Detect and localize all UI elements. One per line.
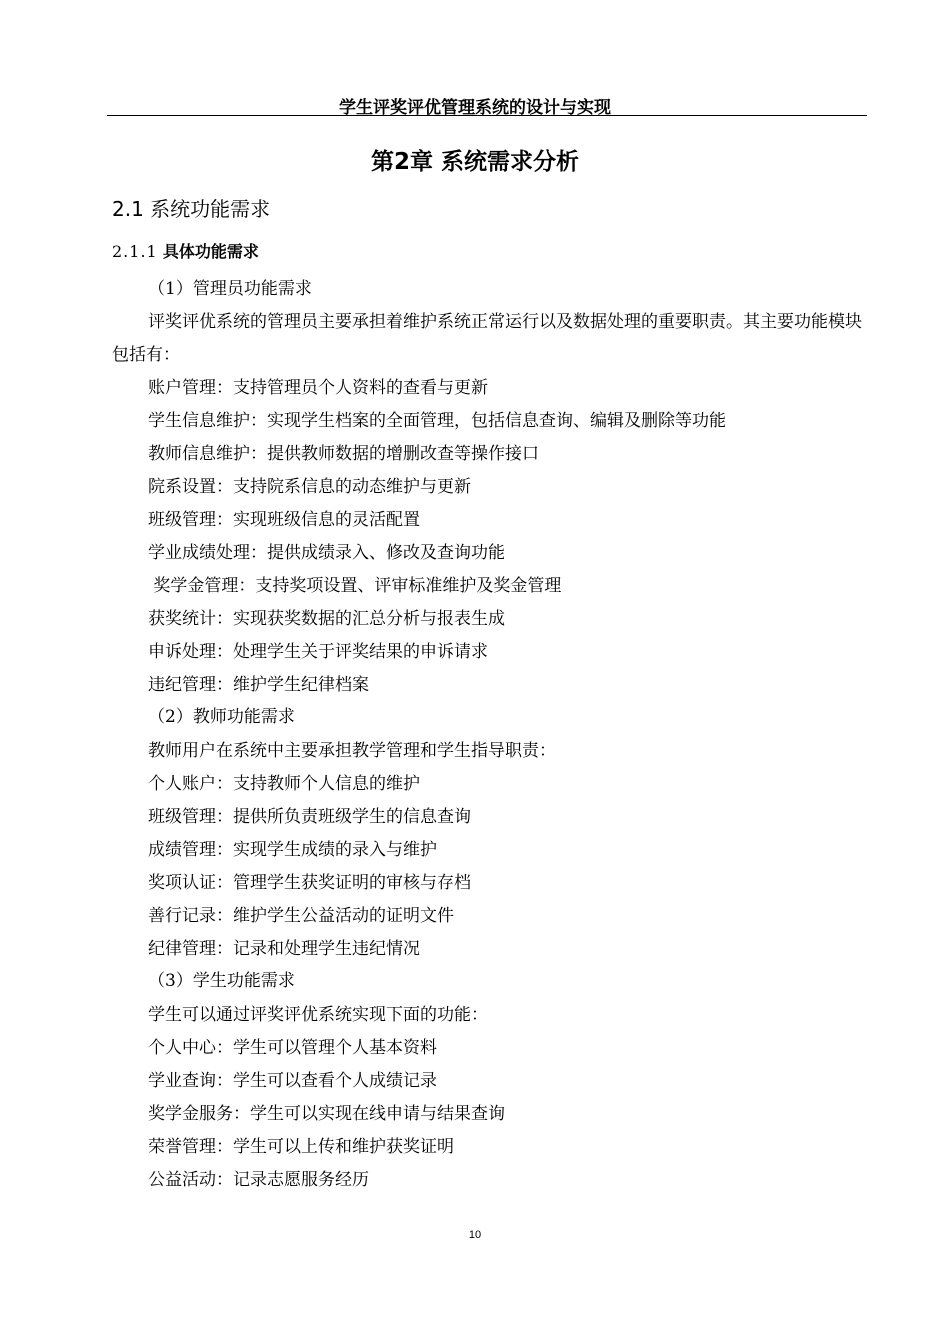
admin-item: 申诉处理：处理学生关于评奖结果的申诉请求: [148, 642, 488, 662]
subsection-number: 2.1.1: [112, 242, 158, 261]
student-intro: 学生可以通过评奖评优系统实现下面的功能：: [148, 1005, 488, 1025]
teacher-item: 班级管理：提供所负责班级学生的信息查询: [148, 807, 471, 827]
teacher-item: 纪律管理：记录和处理学生违纪情况: [148, 939, 420, 959]
student-item: 学业查询：学生可以查看个人成绩记录: [148, 1071, 437, 1091]
teacher-item: 奖项认证：管理学生获奖证明的审核与存档: [148, 873, 471, 893]
admin-item: 学生信息维护：实现学生档案的全面管理，包括信息查询、编辑及删除等功能: [148, 411, 726, 431]
student-item: 公益活动：记录志愿服务经历: [148, 1170, 369, 1190]
student-item: 奖学金服务：学生可以实现在线申请与结果查询: [148, 1104, 505, 1124]
student-item: 荣誉管理：学生可以上传和维护获奖证明: [148, 1137, 454, 1157]
admin-heading: （1）管理员功能需求: [148, 279, 312, 299]
running-header: 学生评奖评优管理系统的设计与实现: [339, 98, 611, 118]
section-heading: 2.1 系统功能需求: [112, 197, 271, 221]
teacher-intro: 教师用户在系统中主要承担教学管理和学生指导职责：: [148, 741, 556, 761]
page-number: 10: [468, 1229, 482, 1241]
teacher-heading: （2）教师功能需求: [148, 707, 295, 727]
teacher-item: 个人账户：支持教师个人信息的维护: [148, 774, 420, 794]
admin-item: 学业成绩处理：提供成绩录入、修改及查询功能: [148, 543, 505, 563]
admin-item: 院系设置：支持院系信息的动态维护与更新: [148, 477, 471, 497]
student-item: 个人中心：学生可以管理个人基本资料: [148, 1038, 437, 1058]
teacher-item: 善行记录：维护学生公益活动的证明文件: [148, 906, 454, 926]
teacher-item: 成绩管理：实现学生成绩的录入与维护: [148, 840, 437, 860]
admin-item: 教师信息维护：提供教师数据的增删改查等操作接口: [148, 444, 539, 464]
chapter-title: 第2章 系统需求分析: [370, 149, 579, 175]
admin-item: 班级管理：实现班级信息的灵活配置: [148, 510, 420, 530]
student-heading: （3）学生功能需求: [148, 971, 295, 991]
subsection-heading: [112, 239, 259, 262]
admin-item: 账户管理：支持管理员个人资料的查看与更新: [148, 378, 488, 398]
header-rule: [107, 115, 867, 116]
admin-item: 获奖统计：实现获奖数据的汇总分析与报表生成: [148, 609, 505, 629]
admin-item: 违纪管理：维护学生纪律档案: [148, 675, 369, 695]
admin-item: 奖学金管理：支持奖项设置、评审标准维护及奖金管理: [148, 576, 562, 596]
subsection-title: 具体功能需求: [162, 242, 259, 261]
admin-intro-text: 评奖评优系统的管理员主要承担着维护系统正常运行以及数据处理的重要职责。其主要功能模块包括有：: [112, 312, 862, 365]
admin-intro: [112, 306, 862, 372]
